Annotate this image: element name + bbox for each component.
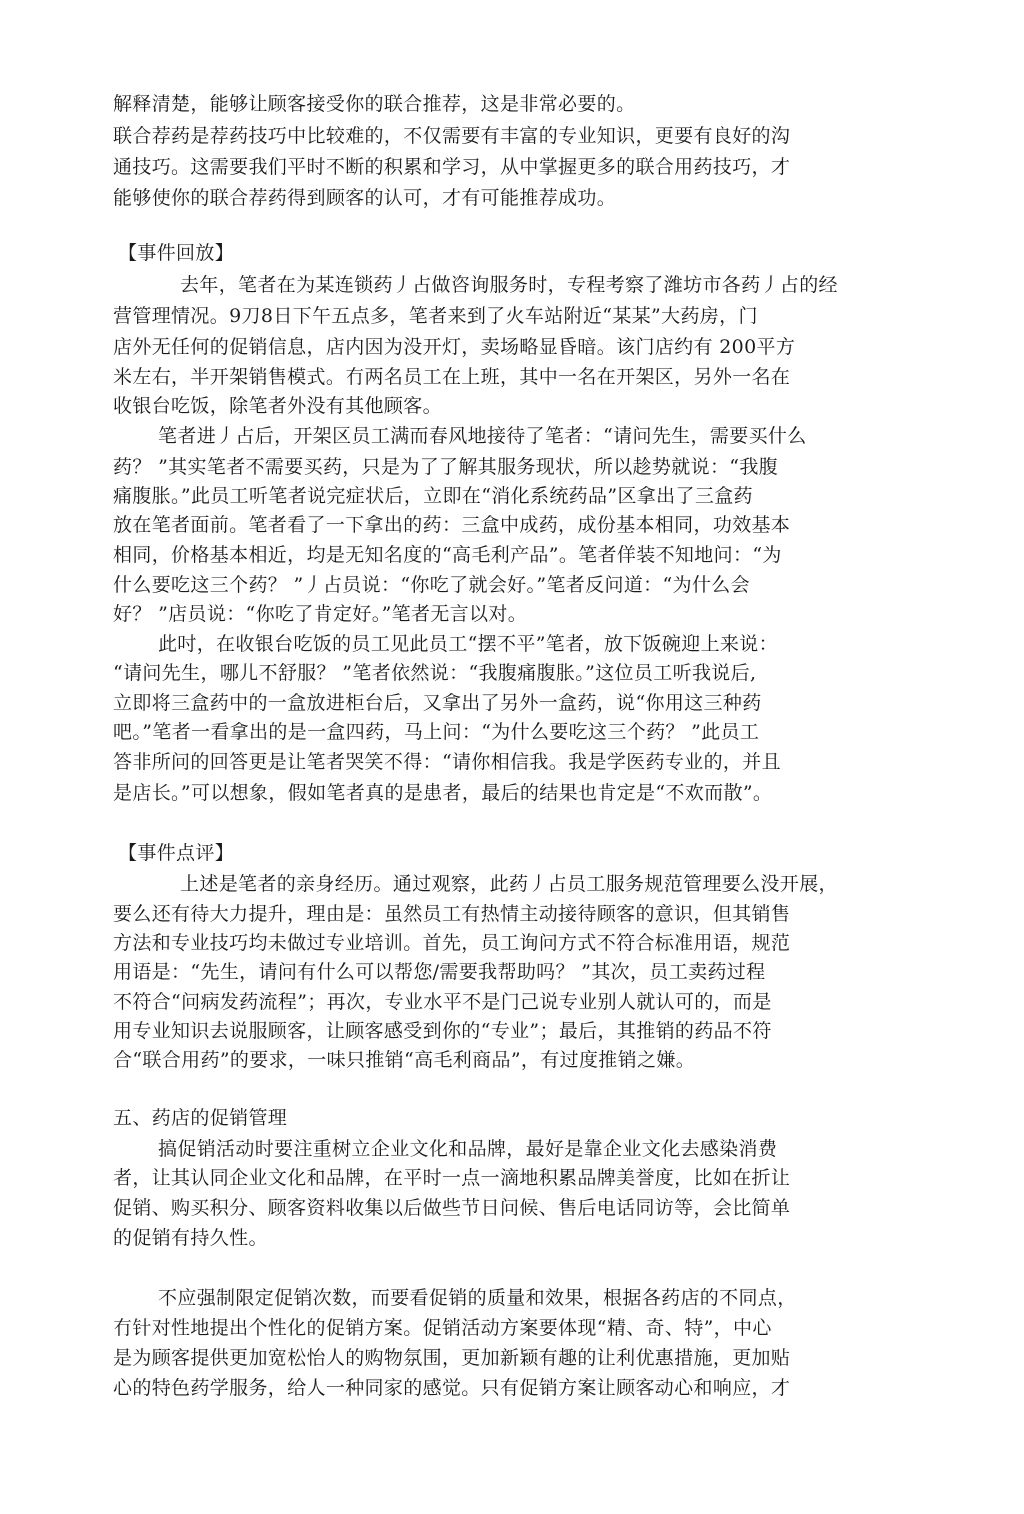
text-line: 笔者进丿占后，开架区员工满而春风地接待了笔者：“请问先生，需要买什么 — [158, 425, 807, 447]
text-line: 促销、购买积分、顾客资料收集以后做些节日问候、售后电话同访等，会比简单 — [113, 1197, 791, 1219]
text-line: 能够使你的联合荐药得到顾客的认可，才有可能推荐成功。 — [113, 187, 617, 209]
text-line: 店外无任何的促销信息，店内因为没开灯，卖场略显昏暗。该门店约有 200平方 — [113, 336, 796, 358]
text-line: 用专业知识去说服顾客，让顾客感受到你的“专业”；最后，其推销的药品不符 — [113, 1020, 772, 1042]
text-line: 痛腹胀。”此员工听笔者说完症状后，立即在“消化系统药品”区拿出了三盒药 — [113, 485, 753, 507]
text-line: 方法和专业技巧均未做过专业培训。首先，员工询问方式不符合标准用语，规范 — [113, 932, 791, 954]
text-line: 通技巧。这需要我们平时不断的积累和学习，从中掌握更多的联合用药技巧，才 — [113, 156, 791, 178]
section-heading: 【事件点评】 — [118, 842, 235, 864]
text-line: 放在笔者面前。笔者看了一下拿出的药：三盒中成药，成份基本相同，功效基本 — [113, 514, 791, 536]
text-line: 答非所问的回答更是让笔者哭笑不得：“请你相信我。我是学医药专业的，并且 — [113, 751, 781, 773]
text-line: 好？ ”店员说：“你吃了肯定好。”笔者无言以对。 — [113, 603, 528, 625]
text-line: 什么要吃这三个药？ ”丿占员说：“你吃了就会好。”笔者反问道：“为什么会 — [113, 574, 750, 596]
text-line: 解释清楚，能够让顾客接受你的联合推荐，这是非常必要的。 — [113, 93, 636, 115]
text-line: 此吋，在收银台吃饭的员工见此员工“摆不平”笔者，放下饭碗迎上来说： — [158, 633, 778, 655]
text-line: 的促销有持久性。 — [113, 1227, 268, 1249]
text-line: 立即将三盒药中的一盒放进柜台后，又拿出了另外一盒药，说“你用这三种药 — [113, 692, 762, 714]
text-line: 上述是笔者的亲身经历。通过观察，此药丿占员工服务规范管理要么没开展， — [180, 873, 838, 895]
text-line: 药？ ”其实笔者不需要买药，只是为了了解其服务现状，所以趁势就说：“我腹 — [113, 456, 779, 478]
text-line: 吧。”笔者一看拿出的是一盒四药，马上问：“为什么要吃这三个药？ ”此员工 — [113, 721, 760, 743]
section-heading: 【事件回放】 — [118, 242, 235, 264]
section-heading: 五、药店的促销管理 — [113, 1107, 288, 1129]
text-line: 去年，笔者在为某连锁药丿占做咨询服务时，专程考察了潍坊市各药丿占的经 — [180, 274, 838, 296]
text-line: 相同，价格基本相近，均是无知名度的“高毛利产品”。笔者佯装不知地问：“为 — [113, 544, 782, 566]
text-line: 是为顾客提供更加宽松怡人的购物氛围，更加新颖有趣的让利优惠措施，更加贴 — [113, 1347, 791, 1369]
text-line: 冇针对性地提出个性化的促销方案。促销活动方案要体现“精、奇、特”，中心 — [113, 1317, 772, 1339]
text-line: 合“联合用药”的要求，一味只推销“高毛利商品”，有过度推销之嫌。 — [113, 1049, 696, 1071]
text-line: 用语是：“先生，请问有什么可以帮您/需要我帮助吗？ ”其次，员工卖药过程 — [113, 961, 766, 983]
text-line: 心的特色药学服务，给人一种同家的感觉。只有促销方案让顾客动心和响应，才 — [113, 1377, 791, 1399]
text-line: 联合荐药是荐药技巧中比较难的，不仅需要有丰富的专业知识，更要有良好的沟 — [113, 125, 791, 147]
text-line: 不应强制限定促销次数，而要看促销的质量和效果，根据各药店的不同点， — [158, 1287, 797, 1309]
text-line: 米左右，半开架销售模式。冇两名员工在上班，其中一名在开架区，另外一名在 — [113, 366, 791, 388]
text-line: 搞促销活动时要注重树立企业文化和品牌，最好是靠企业文化去感染消费 — [158, 1138, 778, 1160]
text-line: 要么还有待大力提升，理由是：虽然员工有热情主动接待顾客的意识，但其销售 — [113, 903, 791, 925]
text-line: 营管理情况。9刀8日下午五点多，笔者来到了火车站附近“某某”大药房，门 — [113, 305, 758, 327]
text-line: 不符合“问病发药流程”；再次，专业水平不是门己说专业别人就认可的，而是 — [113, 991, 772, 1013]
text-line: 者，让其认同企业文化和品牌，在平时一点一滴地积累品牌美誉度，比如在折让 — [113, 1167, 791, 1189]
text-line: “请问先生，哪儿不舒服？ ”笔者依然说：“我腹痛腹胀。”这位员工听我说后, — [113, 662, 757, 684]
text-line: 收银台吃饭，除笔者外没有其他顾客。 — [113, 395, 442, 417]
text-line: 是店长。”可以想象，假如笔者真的是患者，最后的结果也肯定是“不欢而散”。 — [113, 782, 773, 804]
